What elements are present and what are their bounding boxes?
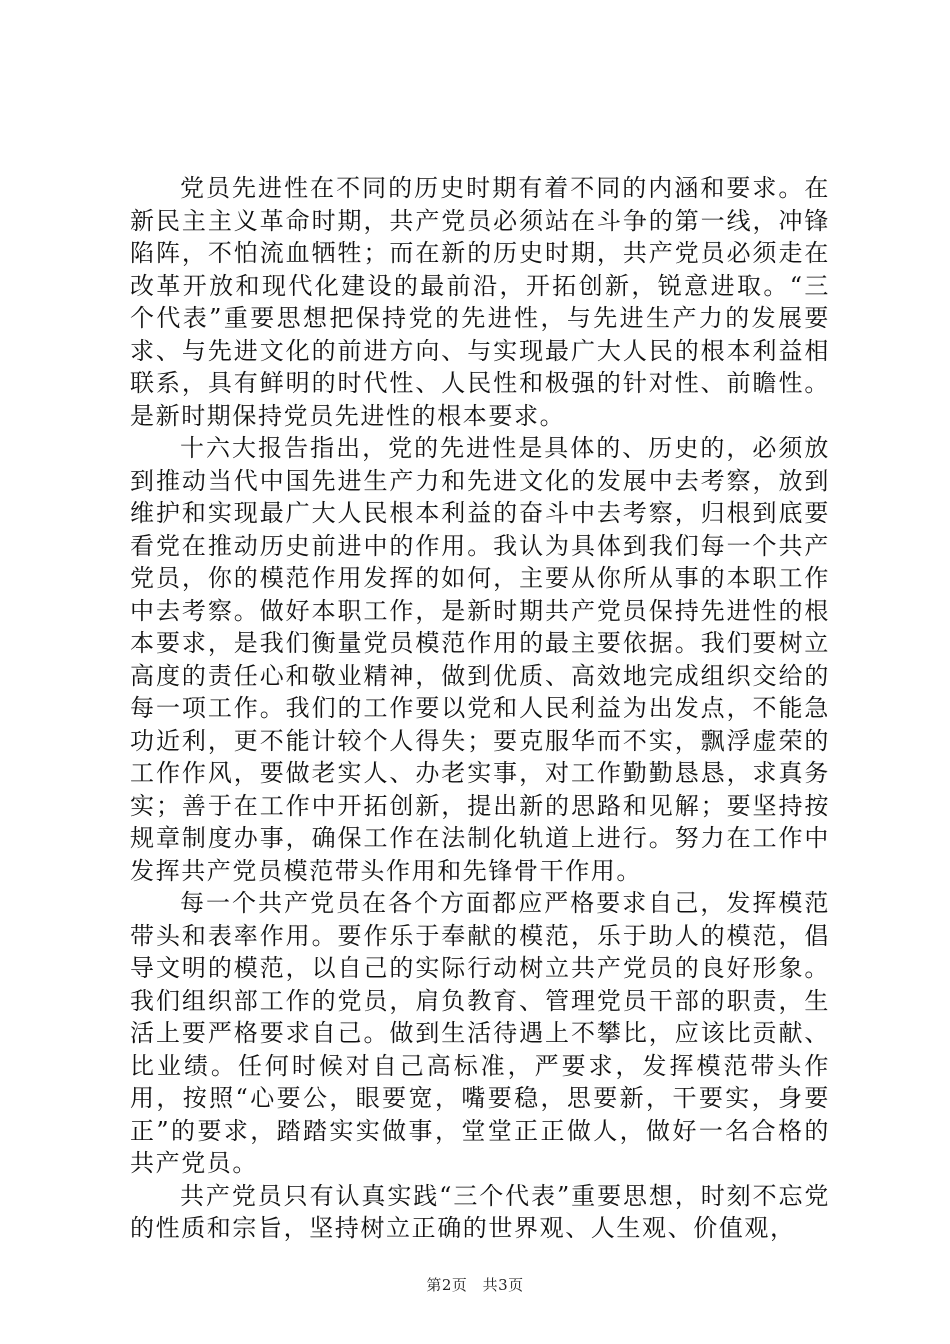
paragraph-4: 共产党员只有认真实践“三个代表”重要思想，时刻不忘党的性质和宗旨，坚持树立正确的世界观、人生观、价值观， [130,1181,830,1242]
document-body [130,172,830,1245]
total-pages: 共3页 [482,1276,524,1294]
paragraph-1: 党员先进性在不同的历史时期有着不同的内涵和要求。在新民主主义革命时期，共产党员必须站在斗争的第一线，冲锋陷阵，不怕流血牺牲；而在新的历史时期，共产党员必须走在改革开放和现代化建设的最前沿，开拓创新，锐意进取。“三个代表”重要思想把保持党的先进性，与先进生产力的发展要求、与先进文化的前进方向、与实现最广大人民的根本利益相联系，具有鲜明的时代性、人民性和极强的针对性、前瞻性。是新时期保持党员先进性的根本要求。 [130,174,830,430]
page-footer [0,1274,950,1295]
page-number: 第2页 [426,1276,468,1294]
paragraph-2: 十六大报告指出，党的先进性是具体的、历史的，必须放到推动当代中国先进生产力和先进文化的发展中去考察，放到维护和实现最广大人民根本利益的奋斗中去考察，归根到底要看党在推动历史前进中的作用。我认为具体到我们每一个共产党员，你的模范作用发挥的如何，主要从你所从事的本职工作中去考察。做好本职工作，是新时期共产党员保持先进性的根本要求，是我们衡量党员模范作用的最主要依据。我们要树立高度的责任心和敬业精神，做到优质、高效地完成组织交给的每一项工作。我们的工作要以党和人民利益为出发点，不能急功近利，更不能计较个人得失；要克服华而不实，飘浮虚荣的工作作风，要做老实人、办老实事，对工作勤勤恳恳，求真务实；善于在工作中开拓创新，提出新的思路和见解；要坚持按规章制度办事，确保工作在法制化轨道上进行。努力在工作中发挥共产党员模范带头作用和先锋骨干作用。 [130,434,830,885]
paragraph-3: 每一个共产党员在各个方面都应严格要求自己，发挥模范带头和表率作用。要作乐于奉献的模范，乐于助人的模范，倡导文明的模范，以自己的实际行动树立共产党员的良好形象。我们组织部工作的党员，肩负教育、管理党员干部的职责，生活上要严格要求自己。做到生活待遇上不攀比，应该比贡献、比业绩。任何时候对自己高标准，严要求，发挥模范带头作用，按照“心要公，眼要宽，嘴要稳，思要新，干要实，身要正”的要求，踏踏实实做事，堂堂正正做人，做好一名合格的共产党员。 [130,889,830,1177]
